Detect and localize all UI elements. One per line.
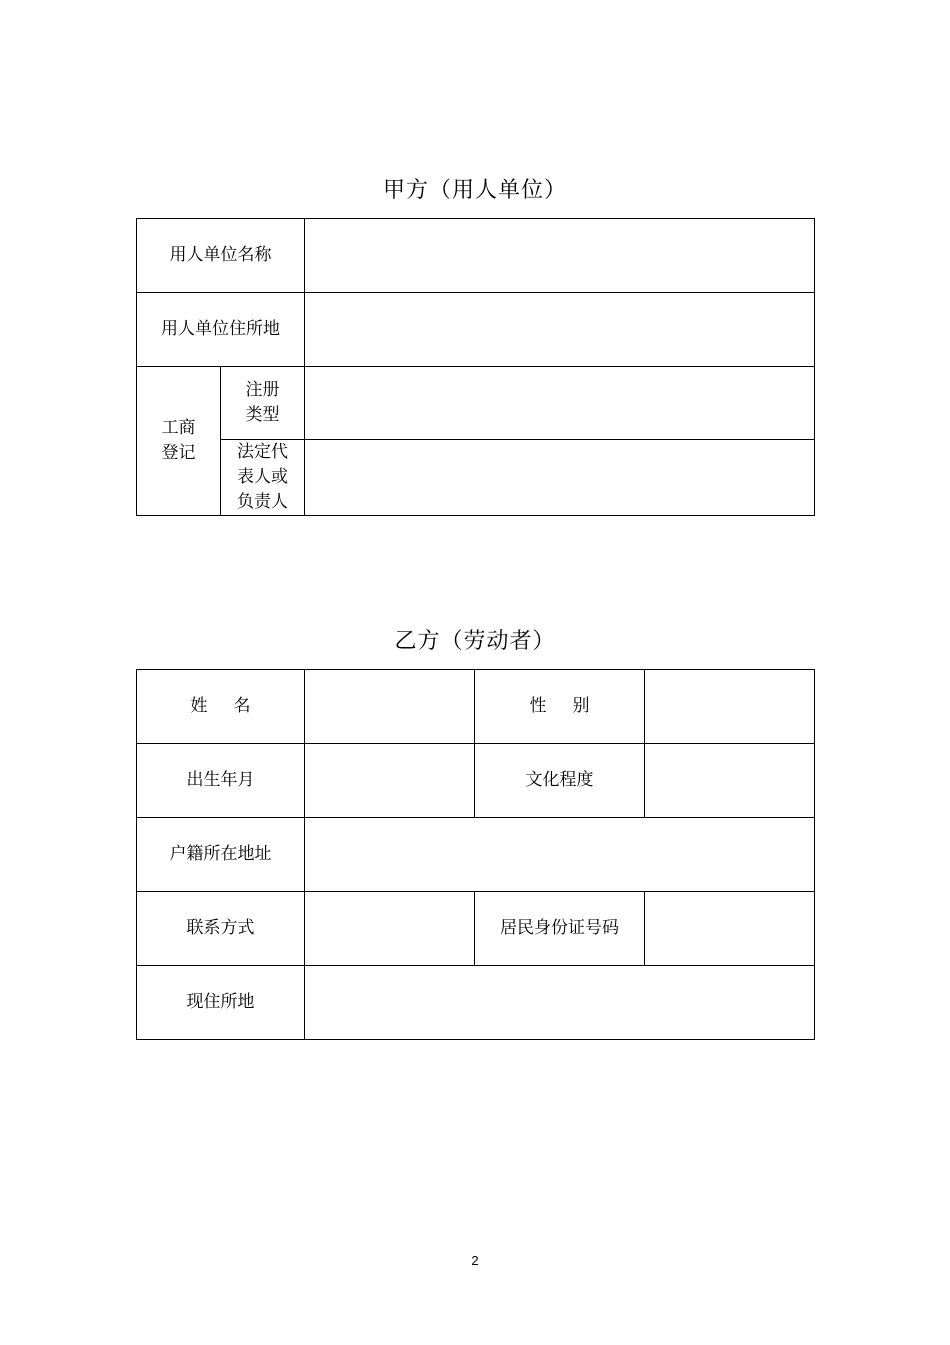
legal-rep-field[interactable] [305,440,815,516]
birth-label: 出生年月 [137,744,305,818]
registration-type-label-line1: 注册 [245,380,280,400]
id-number-field[interactable] [645,892,815,966]
business-registration-label-line1: 工商 [161,418,196,438]
current-address-row [137,966,815,1040]
employer-address-row [137,293,815,367]
household-field[interactable] [305,818,815,892]
birth-field[interactable] [305,744,475,818]
legal-rep-row [137,440,815,516]
legal-rep-label-line3: 负责人 [237,492,288,512]
party-b-title: 乙方（劳动者） [394,629,556,654]
household-row [137,818,815,892]
employer-name-field[interactable] [305,219,815,293]
registration-type-field[interactable] [305,367,815,440]
employer-info-table [136,218,815,516]
gender-label-char1: 性 [529,696,547,716]
registration-type-row [137,367,815,440]
employer-address-label: 用人单位住所地 [137,293,305,367]
current-address-field[interactable] [305,966,815,1040]
contact-label: 联系方式 [137,892,305,966]
employer-name-row [137,219,815,293]
employer-address-field[interactable] [305,293,815,367]
education-field[interactable] [645,744,815,818]
business-registration-label [137,367,221,516]
name-gender-row [137,670,815,744]
employer-name-label: 用人单位名称 [137,219,305,293]
worker-info-table [136,669,815,1040]
legal-rep-label-line2: 表人或 [237,467,288,487]
gender-label [475,670,645,744]
name-label [137,670,305,744]
registration-type-label [221,367,305,440]
legal-rep-label-line1: 法定代 [237,442,288,462]
gender-field[interactable] [645,670,815,744]
page-number: 2 [471,1253,479,1268]
birth-education-row [137,744,815,818]
name-label-char2: 名 [233,696,251,716]
name-label-char1: 姓 [190,696,208,716]
contact-id-row [137,892,815,966]
business-registration-label-line2: 登记 [161,443,196,463]
registration-type-label-line2: 类型 [245,405,280,425]
contact-field[interactable] [305,892,475,966]
id-number-label: 居民身份证号码 [475,892,645,966]
party-a-title: 甲方（用人单位） [382,178,567,203]
gender-label-char2: 别 [572,696,590,716]
current-address-label: 现住所地 [137,966,305,1040]
education-label: 文化程度 [475,744,645,818]
name-field[interactable] [305,670,475,744]
legal-rep-label [221,440,305,516]
household-label: 户籍所在地址 [137,818,305,892]
